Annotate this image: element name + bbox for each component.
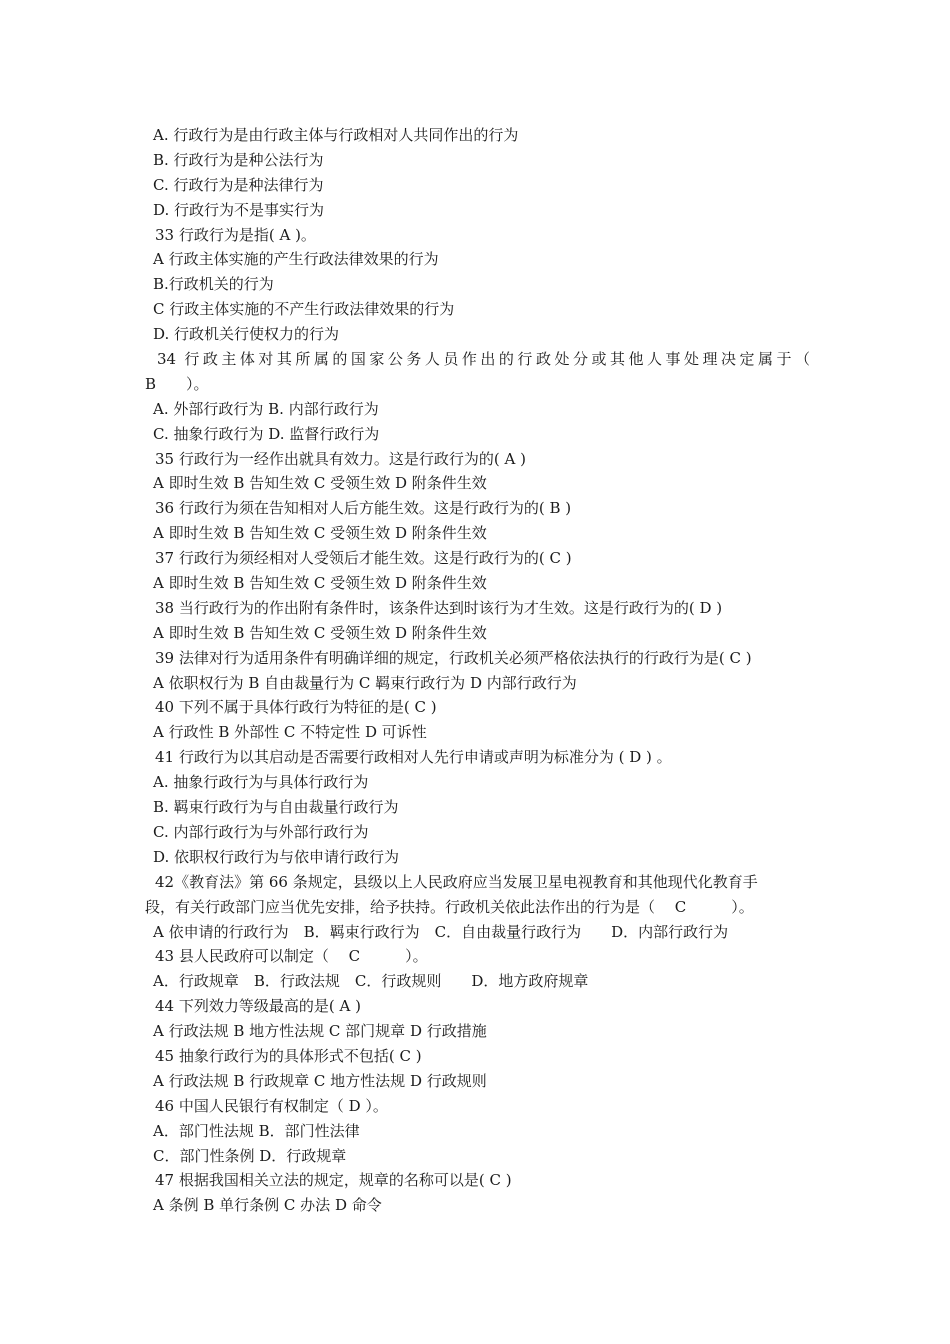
question-line: 41 行政行为以其启动是否需要行政相对人先行申请或声明为标准分为 ( D ) 。 bbox=[155, 748, 672, 767]
text-line: 段，有关行政部门应当优先安排，给予扶持。行政机关依此法作出的行为是（ C ）。 bbox=[145, 897, 754, 916]
text-line: A 即时生效 B 告知生效 C 受领生效 D 附条件生效 bbox=[153, 474, 487, 493]
text-line: A 行政性 B 外部性 C 不特定性 D 可诉性 bbox=[153, 723, 427, 742]
text-line: C. 行政行为是种法律行为 bbox=[153, 175, 324, 194]
text-line: C．部门性条例 D．行政规章 bbox=[153, 1146, 347, 1165]
text-line: C 行政主体实施的不产生行政法律效果的行为 bbox=[153, 300, 455, 319]
text-line: A. 行政行为是由行政主体与行政相对人共同作出的行为 bbox=[153, 126, 519, 144]
question-line: 42《教育法》第 66 条规定，县级以上人民政府应当发展卫星电视教育和其他现代化教育手 bbox=[155, 872, 758, 891]
question-line: 44 下列效力等级最高的是( A ) bbox=[155, 997, 361, 1016]
text-line: A 即时生效 B 告知生效 C 受领生效 D 附条件生效 bbox=[153, 574, 487, 593]
text-line: C. 抽象行政行为 D. 监督行政行为 bbox=[153, 424, 380, 443]
question-line: 47 根据我国相关立法的规定，规章的名称可以是( C ) bbox=[155, 1171, 512, 1190]
question-line: 34 行政主体对其所属的国家公务人员作出的行政处分或其他人事处理决定属于（ bbox=[157, 350, 810, 369]
text-line: A 行政主体实施的产生行政法律效果的行为 bbox=[153, 250, 439, 269]
question-line: 37 行政行为须经相对人受领后才能生效。这是行政行为的( C ) bbox=[155, 549, 572, 568]
question-line: 38 当行政行为的作出附有条件时，该条件达到时该行为才生效。这是行政行为的( D ) bbox=[155, 598, 723, 617]
document-body bbox=[145, 123, 810, 1218]
text-line: D. 依职权行政行为与依申请行政行为 bbox=[153, 847, 400, 866]
text-line: A 条例 B 单行条例 C 办法 D 命令 bbox=[153, 1196, 382, 1215]
text-line: A 依职权行为 B 自由裁量行为 C 羁束行政行为 D 内部行政行为 bbox=[153, 673, 577, 692]
text-line: A 依申请的行政行为 B．羁束行政行为 C．自由裁量行政行为 D．内部行政行为 bbox=[153, 922, 729, 941]
text-line: B.行政机关的行为 bbox=[153, 275, 274, 294]
question-line: 33 行政行为是指( A )。 bbox=[155, 225, 316, 244]
question-line: 43 县人民政府可以制定（ C ）。 bbox=[155, 947, 428, 966]
text-line: A 即时生效 B 告知生效 C 受领生效 D 附条件生效 bbox=[153, 524, 487, 543]
question-line: 46 中国人民银行有权制定（ D ）。 bbox=[155, 1096, 388, 1115]
text-line: A 行政法规 B 行政规章 C 地方性法规 D 行政规则 bbox=[153, 1071, 487, 1090]
text-line: D. 行政机关行使权力的行为 bbox=[153, 325, 340, 344]
question-line: 40 下列不属于具体行政行为特征的是( C ) bbox=[155, 698, 437, 717]
text-line: B. 行政行为是种公法行为 bbox=[153, 150, 324, 169]
text-line: A 即时生效 B 告知生效 C 受领生效 D 附条件生效 bbox=[153, 623, 487, 642]
text-line: B ）。 bbox=[145, 374, 209, 393]
text-line: B. 羁束行政行为与自由裁量行政行为 bbox=[153, 798, 399, 817]
text-line: A. 外部行政行为 B. 内部行政行为 bbox=[153, 399, 379, 418]
question-line: 45 抽象行政行为的具体形式不包括( C ) bbox=[155, 1046, 422, 1065]
text-line: A 行政法规 B 地方性法规 C 部门规章 D 行政措施 bbox=[153, 1022, 487, 1041]
question-line: 35 行政行为一经作出就具有效力。这是行政行为的( A ) bbox=[155, 449, 526, 468]
text-line: C. 内部行政行为与外部行政行为 bbox=[153, 822, 369, 841]
question-line: 36 行政行为须在告知相对人后方能生效。这是行政行为的( B ) bbox=[155, 499, 572, 518]
question-line: 39 法律对行为适用条件有明确详细的规定，行政机关必须严格依法执行的行政行为是( C ) bbox=[155, 648, 752, 667]
text-line: A. 抽象行政行为与具体行政行为 bbox=[153, 773, 369, 792]
text-line: A．行政规章 B．行政法规 C．行政规则 D．地方政府规章 bbox=[153, 972, 589, 991]
text-line: A．部门性法规 B．部门性法律 bbox=[153, 1121, 360, 1140]
text-line: D. 行政行为不是事实行为 bbox=[153, 200, 325, 219]
